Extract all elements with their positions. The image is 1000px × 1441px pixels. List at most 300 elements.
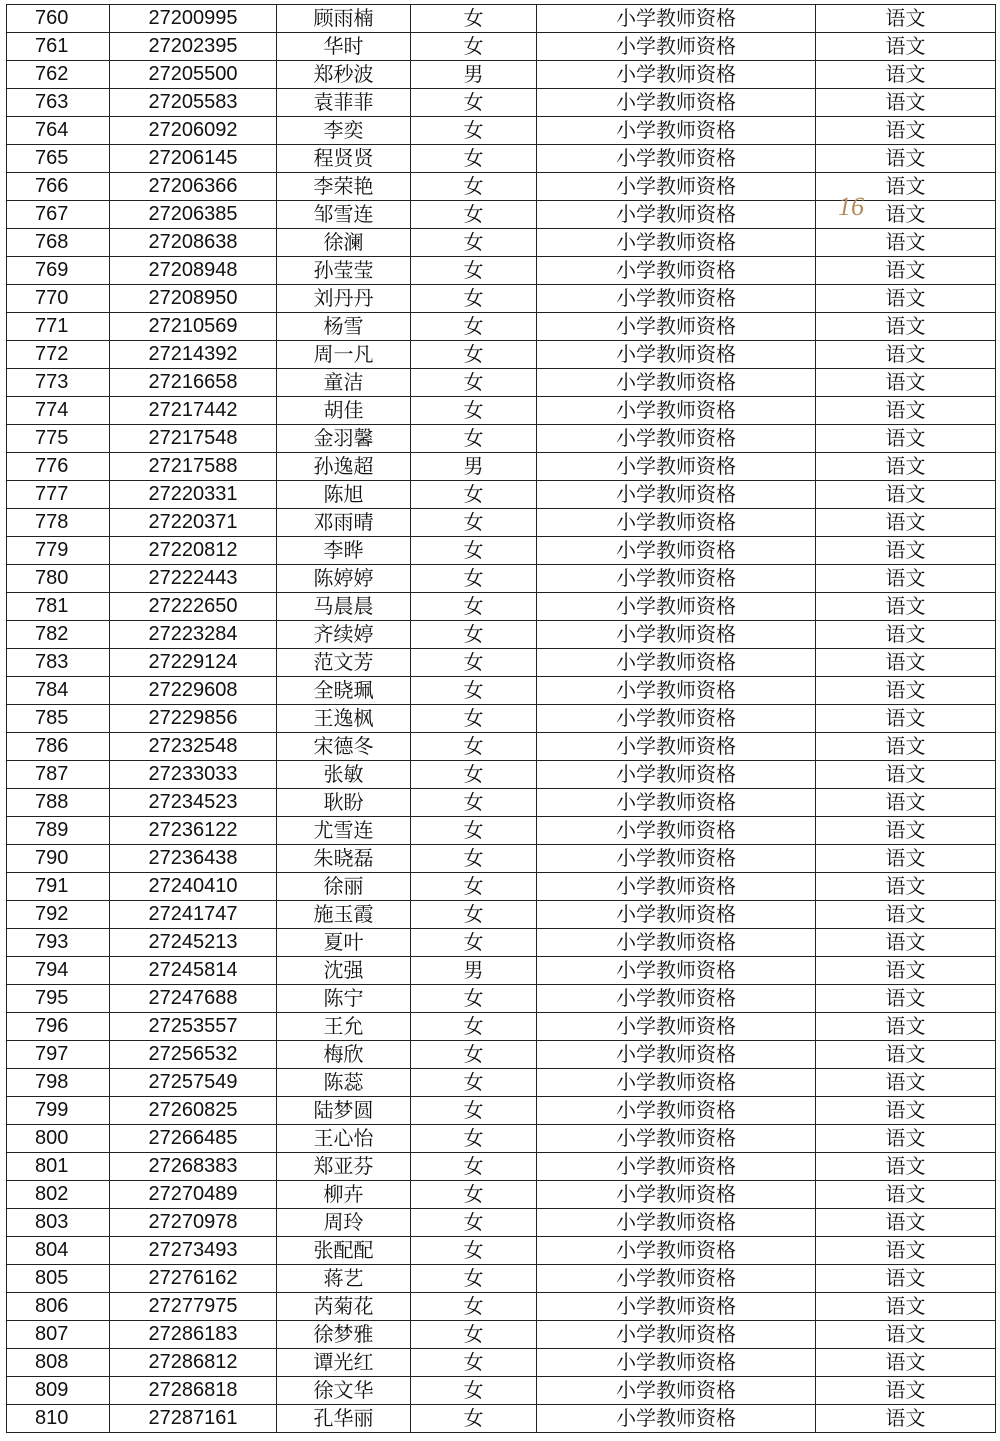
- subject-cell: 语文: [816, 929, 996, 957]
- qualification-cell: 小学教师资格: [537, 201, 816, 229]
- table-row: [7, 1181, 996, 1209]
- table-row: [7, 341, 996, 369]
- table-row: [7, 61, 996, 89]
- subject-cell: 语文: [816, 285, 996, 313]
- exam-id-cell: 27222443: [110, 565, 277, 593]
- gender-cell: 女: [411, 425, 537, 453]
- table-row: [7, 89, 996, 117]
- table-row: [7, 733, 996, 761]
- qualification-cell: 小学教师资格: [537, 873, 816, 901]
- exam-id-cell: 27200995: [110, 5, 277, 33]
- qualification-cell: 小学教师资格: [537, 117, 816, 145]
- seq-number-cell: 788: [7, 789, 110, 817]
- gender-cell: 女: [411, 677, 537, 705]
- gender-cell: 女: [411, 1013, 537, 1041]
- qualification-cell: 小学教师资格: [537, 1209, 816, 1237]
- table-row: [7, 985, 996, 1013]
- exam-id-cell: 27217548: [110, 425, 277, 453]
- gender-cell: 女: [411, 145, 537, 173]
- qualification-cell: 小学教师资格: [537, 61, 816, 89]
- name-cell: 徐文华: [277, 1377, 411, 1405]
- exam-id-cell: 27277975: [110, 1293, 277, 1321]
- subject-cell: 语文: [816, 61, 996, 89]
- seq-number-cell: 782: [7, 621, 110, 649]
- gender-cell: 女: [411, 1293, 537, 1321]
- table-row: [7, 565, 996, 593]
- seq-number-cell: 789: [7, 817, 110, 845]
- gender-cell: 女: [411, 845, 537, 873]
- name-cell: 王逸枫: [277, 705, 411, 733]
- table-row: [7, 5, 996, 33]
- subject-cell: 语文: [816, 1209, 996, 1237]
- name-cell: 王心怡: [277, 1125, 411, 1153]
- qualification-cell: 小学教师资格: [537, 537, 816, 565]
- subject-cell: 语文: [816, 341, 996, 369]
- table-row: [7, 285, 996, 313]
- name-cell: 陆梦圆: [277, 1097, 411, 1125]
- seq-number-cell: 785: [7, 705, 110, 733]
- qualification-cell: 小学教师资格: [537, 369, 816, 397]
- exam-id-cell: 27223284: [110, 621, 277, 649]
- name-cell: 程贤贤: [277, 145, 411, 173]
- gender-cell: 女: [411, 1153, 537, 1181]
- table-row: [7, 313, 996, 341]
- name-cell: 齐续婷: [277, 621, 411, 649]
- exam-id-cell: 27208950: [110, 285, 277, 313]
- gender-cell: 女: [411, 873, 537, 901]
- qualification-cell: 小学教师资格: [537, 1321, 816, 1349]
- subject-cell: 语文: [816, 1069, 996, 1097]
- seq-number-cell: 765: [7, 145, 110, 173]
- subject-cell: 语文: [816, 397, 996, 425]
- seq-number-cell: 775: [7, 425, 110, 453]
- seq-number-cell: 767: [7, 201, 110, 229]
- seq-number-cell: 807: [7, 1321, 110, 1349]
- qualification-cell: 小学教师资格: [537, 1125, 816, 1153]
- seq-number-cell: 792: [7, 901, 110, 929]
- gender-cell: 女: [411, 1125, 537, 1153]
- name-cell: 刘丹丹: [277, 285, 411, 313]
- exam-id-cell: 27241747: [110, 901, 277, 929]
- gender-cell: 女: [411, 789, 537, 817]
- gender-cell: 女: [411, 229, 537, 257]
- gender-cell: 女: [411, 89, 537, 117]
- table-row: [7, 1125, 996, 1153]
- table-row: [7, 1377, 996, 1405]
- exam-id-cell: 27286812: [110, 1349, 277, 1377]
- gender-cell: 女: [411, 565, 537, 593]
- qualification-cell: 小学教师资格: [537, 705, 816, 733]
- name-cell: 李荣艳: [277, 173, 411, 201]
- gender-cell: 女: [411, 1237, 537, 1265]
- gender-cell: 女: [411, 733, 537, 761]
- name-cell: 袁菲菲: [277, 89, 411, 117]
- table-row: [7, 1153, 996, 1181]
- gender-cell: 女: [411, 817, 537, 845]
- gender-cell: 女: [411, 929, 537, 957]
- name-cell: 全晓珮: [277, 677, 411, 705]
- exam-id-cell: 27205500: [110, 61, 277, 89]
- qualification-cell: 小学教师资格: [537, 341, 816, 369]
- table-row: [7, 705, 996, 733]
- exam-id-cell: 27247688: [110, 985, 277, 1013]
- gender-cell: 女: [411, 1041, 537, 1069]
- gender-cell: 女: [411, 257, 537, 285]
- subject-cell: 语文: [816, 1377, 996, 1405]
- exam-id-cell: 27206366: [110, 173, 277, 201]
- seq-number-cell: 784: [7, 677, 110, 705]
- gender-cell: 女: [411, 593, 537, 621]
- name-cell: 梅欣: [277, 1041, 411, 1069]
- qualification-cell: 小学教师资格: [537, 817, 816, 845]
- seq-number-cell: 776: [7, 453, 110, 481]
- seq-number-cell: 795: [7, 985, 110, 1013]
- table-row: [7, 1321, 996, 1349]
- gender-cell: 女: [411, 509, 537, 537]
- qualification-cell: 小学教师资格: [537, 173, 816, 201]
- subject-cell: 语文: [816, 761, 996, 789]
- name-cell: 顾雨楠: [277, 5, 411, 33]
- name-cell: 周玲: [277, 1209, 411, 1237]
- name-cell: 孙莹莹: [277, 257, 411, 285]
- exam-id-cell: 27232548: [110, 733, 277, 761]
- name-cell: 王允: [277, 1013, 411, 1041]
- table-row: [7, 621, 996, 649]
- exam-id-cell: 27214392: [110, 341, 277, 369]
- name-cell: 邓雨晴: [277, 509, 411, 537]
- name-cell: 沈强: [277, 957, 411, 985]
- table-row: [7, 369, 996, 397]
- name-cell: 朱晓磊: [277, 845, 411, 873]
- page-number-mark: 16: [838, 192, 864, 221]
- gender-cell: 女: [411, 1209, 537, 1237]
- qualification-cell: 小学教师资格: [537, 5, 816, 33]
- exam-id-cell: 27229124: [110, 649, 277, 677]
- exam-id-cell: 27205583: [110, 89, 277, 117]
- subject-cell: 语文: [816, 1321, 996, 1349]
- exam-id-cell: 27286818: [110, 1377, 277, 1405]
- table-row: [7, 117, 996, 145]
- table-row: [7, 1349, 996, 1377]
- subject-cell: 语文: [816, 649, 996, 677]
- table-row: [7, 1237, 996, 1265]
- seq-number-cell: 760: [7, 5, 110, 33]
- qualification-cell: 小学教师资格: [537, 1237, 816, 1265]
- name-cell: 耿盼: [277, 789, 411, 817]
- qualification-cell: 小学教师资格: [537, 397, 816, 425]
- qualification-cell: 小学教师资格: [537, 229, 816, 257]
- exam-id-cell: 27217588: [110, 453, 277, 481]
- name-cell: 徐梦雅: [277, 1321, 411, 1349]
- qualification-cell: 小学教师资格: [537, 761, 816, 789]
- qualification-cell: 小学教师资格: [537, 565, 816, 593]
- seq-number-cell: 800: [7, 1125, 110, 1153]
- seq-number-cell: 769: [7, 257, 110, 285]
- name-cell: 谭光红: [277, 1349, 411, 1377]
- exam-id-cell: 27220812: [110, 537, 277, 565]
- seq-number-cell: 790: [7, 845, 110, 873]
- subject-cell: 语文: [816, 201, 996, 229]
- qualification-cell: 小学教师资格: [537, 1041, 816, 1069]
- gender-cell: 女: [411, 761, 537, 789]
- exam-id-cell: 27229608: [110, 677, 277, 705]
- exam-id-cell: 27210569: [110, 313, 277, 341]
- gender-cell: 女: [411, 397, 537, 425]
- gender-cell: 女: [411, 173, 537, 201]
- gender-cell: 女: [411, 1069, 537, 1097]
- subject-cell: 语文: [816, 1181, 996, 1209]
- name-cell: 周一凡: [277, 341, 411, 369]
- qualification-cell: 小学教师资格: [537, 1097, 816, 1125]
- table-row: [7, 145, 996, 173]
- subject-cell: 语文: [816, 1041, 996, 1069]
- qualification-cell: 小学教师资格: [537, 509, 816, 537]
- gender-cell: 男: [411, 61, 537, 89]
- subject-cell: 语文: [816, 33, 996, 61]
- subject-cell: 语文: [816, 1097, 996, 1125]
- exam-id-cell: 27236438: [110, 845, 277, 873]
- exam-id-cell: 27220331: [110, 481, 277, 509]
- seq-number-cell: 766: [7, 173, 110, 201]
- gender-cell: 女: [411, 1405, 537, 1433]
- gender-cell: 女: [411, 1377, 537, 1405]
- gender-cell: 女: [411, 537, 537, 565]
- qualification-cell: 小学教师资格: [537, 733, 816, 761]
- qualification-cell: 小学教师资格: [537, 1069, 816, 1097]
- exam-id-cell: 27240410: [110, 873, 277, 901]
- exam-id-cell: 27273493: [110, 1237, 277, 1265]
- subject-cell: 语文: [816, 1405, 996, 1433]
- exam-id-cell: 27236122: [110, 817, 277, 845]
- seq-number-cell: 781: [7, 593, 110, 621]
- seq-number-cell: 786: [7, 733, 110, 761]
- table-row: [7, 817, 996, 845]
- seq-number-cell: 787: [7, 761, 110, 789]
- qualification-cell: 小学教师资格: [537, 677, 816, 705]
- qualification-cell: 小学教师资格: [537, 1013, 816, 1041]
- qualification-cell: 小学教师资格: [537, 649, 816, 677]
- subject-cell: 语文: [816, 733, 996, 761]
- subject-cell: 语文: [816, 845, 996, 873]
- qualification-cell: 小学教师资格: [537, 929, 816, 957]
- table-row: [7, 257, 996, 285]
- exam-id-cell: 27286183: [110, 1321, 277, 1349]
- name-cell: 施玉霞: [277, 901, 411, 929]
- seq-number-cell: 778: [7, 509, 110, 537]
- qualification-cell: 小学教师资格: [537, 845, 816, 873]
- gender-cell: 女: [411, 313, 537, 341]
- subject-cell: 语文: [816, 313, 996, 341]
- qualification-cell: 小学教师资格: [537, 957, 816, 985]
- table-row: [7, 1405, 996, 1433]
- gender-cell: 女: [411, 901, 537, 929]
- table-row: [7, 845, 996, 873]
- gender-cell: 女: [411, 5, 537, 33]
- table-row: [7, 425, 996, 453]
- table-row: [7, 957, 996, 985]
- seq-number-cell: 780: [7, 565, 110, 593]
- table-row: [7, 1097, 996, 1125]
- name-cell: 柳卉: [277, 1181, 411, 1209]
- table-row: [7, 649, 996, 677]
- table-row: [7, 481, 996, 509]
- exam-id-cell: 27216658: [110, 369, 277, 397]
- exam-id-cell: 27266485: [110, 1125, 277, 1153]
- qualification-cell: 小学教师资格: [537, 1377, 816, 1405]
- name-cell: 李奕: [277, 117, 411, 145]
- name-cell: 范文芳: [277, 649, 411, 677]
- subject-cell: 语文: [816, 873, 996, 901]
- subject-cell: 语文: [816, 985, 996, 1013]
- name-cell: 胡佳: [277, 397, 411, 425]
- name-cell: 华时: [277, 33, 411, 61]
- subject-cell: 语文: [816, 173, 996, 201]
- subject-cell: 语文: [816, 1125, 996, 1153]
- seq-number-cell: 763: [7, 89, 110, 117]
- table-row: [7, 789, 996, 817]
- subject-cell: 语文: [816, 117, 996, 145]
- exam-id-cell: 27268383: [110, 1153, 277, 1181]
- name-cell: 孙逸超: [277, 453, 411, 481]
- qualification-cell: 小学教师资格: [537, 481, 816, 509]
- table-row: [7, 1013, 996, 1041]
- exam-id-cell: 27257549: [110, 1069, 277, 1097]
- gender-cell: 女: [411, 1265, 537, 1293]
- qualification-cell: 小学教师资格: [537, 257, 816, 285]
- qualification-cell: 小学教师资格: [537, 313, 816, 341]
- seq-number-cell: 794: [7, 957, 110, 985]
- table-row: [7, 593, 996, 621]
- qualification-cell: 小学教师资格: [537, 985, 816, 1013]
- exam-id-cell: 27270978: [110, 1209, 277, 1237]
- seq-number-cell: 783: [7, 649, 110, 677]
- name-cell: 金羽馨: [277, 425, 411, 453]
- gender-cell: 女: [411, 705, 537, 733]
- qualification-cell: 小学教师资格: [537, 285, 816, 313]
- subject-cell: 语文: [816, 565, 996, 593]
- subject-cell: 语文: [816, 705, 996, 733]
- seq-number-cell: 803: [7, 1209, 110, 1237]
- exam-id-cell: 27208638: [110, 229, 277, 257]
- subject-cell: 语文: [816, 677, 996, 705]
- gender-cell: 女: [411, 985, 537, 1013]
- name-cell: 陈旭: [277, 481, 411, 509]
- subject-cell: 语文: [816, 89, 996, 117]
- gender-cell: 女: [411, 201, 537, 229]
- exam-id-cell: 27276162: [110, 1265, 277, 1293]
- subject-cell: 语文: [816, 901, 996, 929]
- seq-number-cell: 796: [7, 1013, 110, 1041]
- subject-cell: 语文: [816, 1153, 996, 1181]
- subject-cell: 语文: [816, 957, 996, 985]
- table-row: [7, 929, 996, 957]
- seq-number-cell: 770: [7, 285, 110, 313]
- seq-number-cell: 802: [7, 1181, 110, 1209]
- subject-cell: 语文: [816, 537, 996, 565]
- table-row: [7, 453, 996, 481]
- subject-cell: 语文: [816, 621, 996, 649]
- exam-id-cell: 27206145: [110, 145, 277, 173]
- name-cell: 陈婷婷: [277, 565, 411, 593]
- table-row: [7, 873, 996, 901]
- name-cell: 郑秒波: [277, 61, 411, 89]
- subject-cell: 语文: [816, 453, 996, 481]
- gender-cell: 女: [411, 621, 537, 649]
- subject-cell: 语文: [816, 509, 996, 537]
- table-row: [7, 1265, 996, 1293]
- name-cell: 马晨晨: [277, 593, 411, 621]
- qualification-cell: 小学教师资格: [537, 145, 816, 173]
- subject-cell: 语文: [816, 593, 996, 621]
- exam-id-cell: 27270489: [110, 1181, 277, 1209]
- subject-cell: 语文: [816, 5, 996, 33]
- exam-id-cell: 27229856: [110, 705, 277, 733]
- subject-cell: 语文: [816, 369, 996, 397]
- name-cell: 李晔: [277, 537, 411, 565]
- table-row: [7, 229, 996, 257]
- gender-cell: 女: [411, 285, 537, 313]
- gender-cell: 女: [411, 1181, 537, 1209]
- subject-cell: 语文: [816, 789, 996, 817]
- subject-cell: 语文: [816, 1349, 996, 1377]
- subject-cell: 语文: [816, 257, 996, 285]
- seq-number-cell: 801: [7, 1153, 110, 1181]
- table-row: [7, 509, 996, 537]
- seq-number-cell: 791: [7, 873, 110, 901]
- table-row: [7, 537, 996, 565]
- exam-id-cell: 27260825: [110, 1097, 277, 1125]
- seq-number-cell: 804: [7, 1237, 110, 1265]
- exam-id-cell: 27202395: [110, 33, 277, 61]
- seq-number-cell: 798: [7, 1069, 110, 1097]
- table-row: [7, 33, 996, 61]
- gender-cell: 男: [411, 453, 537, 481]
- gender-cell: 女: [411, 1349, 537, 1377]
- seq-number-cell: 761: [7, 33, 110, 61]
- exam-id-cell: 27206092: [110, 117, 277, 145]
- qualification-cell: 小学教师资格: [537, 1405, 816, 1433]
- qualification-cell: 小学教师资格: [537, 901, 816, 929]
- qualification-cell: 小学教师资格: [537, 1181, 816, 1209]
- exam-id-cell: 27253557: [110, 1013, 277, 1041]
- qualification-cell: 小学教师资格: [537, 1153, 816, 1181]
- name-cell: 尤雪连: [277, 817, 411, 845]
- seq-number-cell: 808: [7, 1349, 110, 1377]
- seq-number-cell: 768: [7, 229, 110, 257]
- exam-id-cell: 27256532: [110, 1041, 277, 1069]
- exam-id-cell: 27220371: [110, 509, 277, 537]
- name-cell: 童洁: [277, 369, 411, 397]
- qualification-cell: 小学教师资格: [537, 425, 816, 453]
- gender-cell: 女: [411, 649, 537, 677]
- table-row: [7, 397, 996, 425]
- qualification-cell: 小学教师资格: [537, 789, 816, 817]
- name-cell: 徐丽: [277, 873, 411, 901]
- name-cell: 邹雪连: [277, 201, 411, 229]
- seq-number-cell: 777: [7, 481, 110, 509]
- seq-number-cell: 806: [7, 1293, 110, 1321]
- seq-number-cell: 771: [7, 313, 110, 341]
- name-cell: 张敏: [277, 761, 411, 789]
- seq-number-cell: 774: [7, 397, 110, 425]
- name-cell: 张配配: [277, 1237, 411, 1265]
- table-row: [7, 761, 996, 789]
- exam-id-cell: 27217442: [110, 397, 277, 425]
- subject-cell: 语文: [816, 1237, 996, 1265]
- exam-id-cell: 27245814: [110, 957, 277, 985]
- seq-number-cell: 809: [7, 1377, 110, 1405]
- gender-cell: 女: [411, 369, 537, 397]
